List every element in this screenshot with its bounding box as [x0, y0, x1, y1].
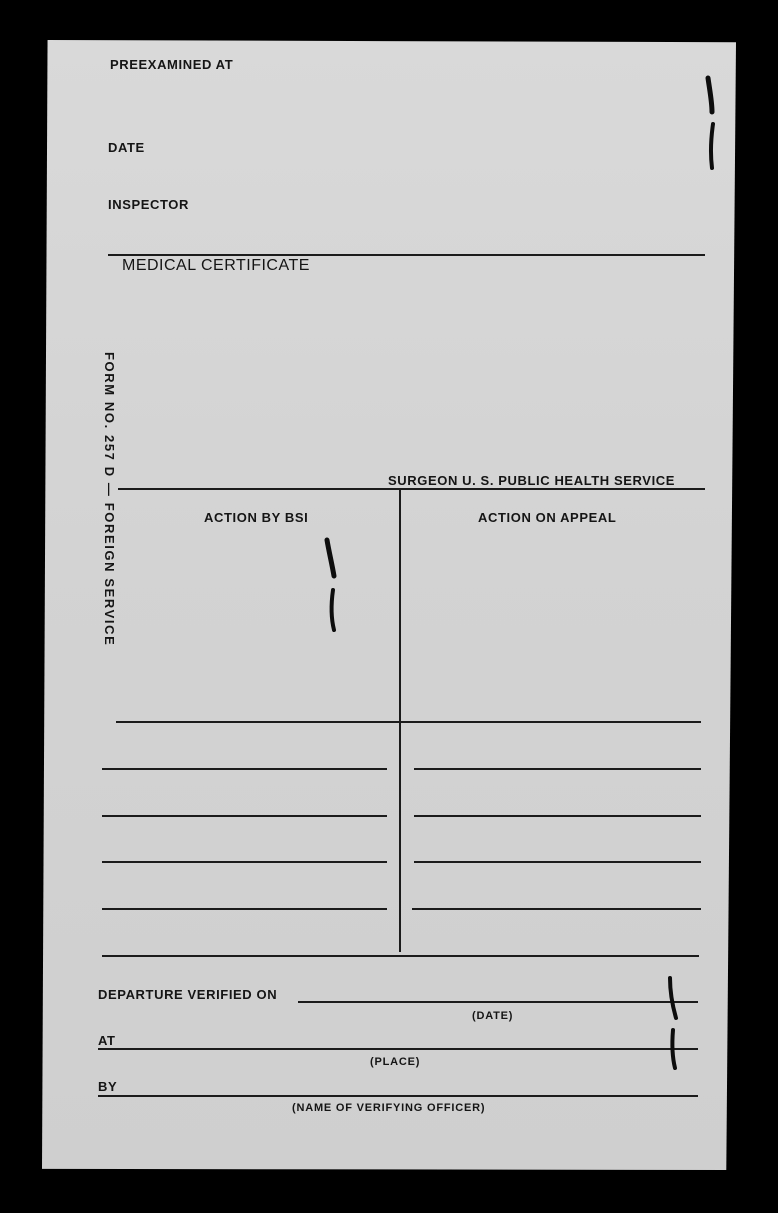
action-by-bsi-heading: ACTION BY BSI: [204, 510, 309, 525]
bsi-line-1: [116, 721, 400, 723]
departure-date-line: [298, 1001, 698, 1003]
appeal-line-1: [400, 721, 701, 723]
inspector-label: INSPECTOR: [108, 197, 190, 212]
place-caption: (PLACE): [370, 1056, 421, 1068]
preexamined-at-label: PREEXAMINED AT: [110, 57, 234, 72]
place-line: [98, 1048, 698, 1050]
appeal-line-3: [414, 815, 701, 817]
date-caption: (DATE): [472, 1010, 514, 1022]
bsi-line-3: [102, 815, 387, 817]
header-divider: [108, 254, 705, 256]
by-label: BY: [98, 1079, 118, 1094]
departure-verified-on-label: DEPARTURE VERIFIED ON: [98, 987, 278, 1002]
appeal-line-2: [414, 768, 701, 770]
actions-bottom-divider: [102, 955, 699, 957]
medical-certificate-title: MEDICAL CERTIFICATE: [122, 257, 310, 274]
pen-mark-bsi: [318, 534, 344, 638]
form-number-vertical: FORM NO. 257 D — FOREIGN SERVICE: [102, 352, 117, 647]
pen-mark-top-right: [700, 72, 724, 176]
surgeon-signature-caption: SURGEON U. S. PUBLIC HEALTH SERVICE: [388, 473, 676, 488]
bsi-line-5: [102, 908, 387, 910]
appeal-line-4: [414, 861, 701, 863]
pen-mark-departure: [662, 972, 686, 1076]
officer-caption: (NAME OF VERIFYING OFFICER): [292, 1102, 486, 1114]
date-label: DATE: [108, 140, 145, 155]
at-label: AT: [98, 1033, 116, 1048]
action-on-appeal-heading: ACTION ON APPEAL: [478, 510, 617, 525]
officer-line: [98, 1095, 698, 1097]
certificate-signature-line: [118, 488, 705, 490]
appeal-line-5: [412, 908, 701, 910]
bsi-line-4: [102, 861, 387, 863]
bsi-line-2: [102, 768, 387, 770]
